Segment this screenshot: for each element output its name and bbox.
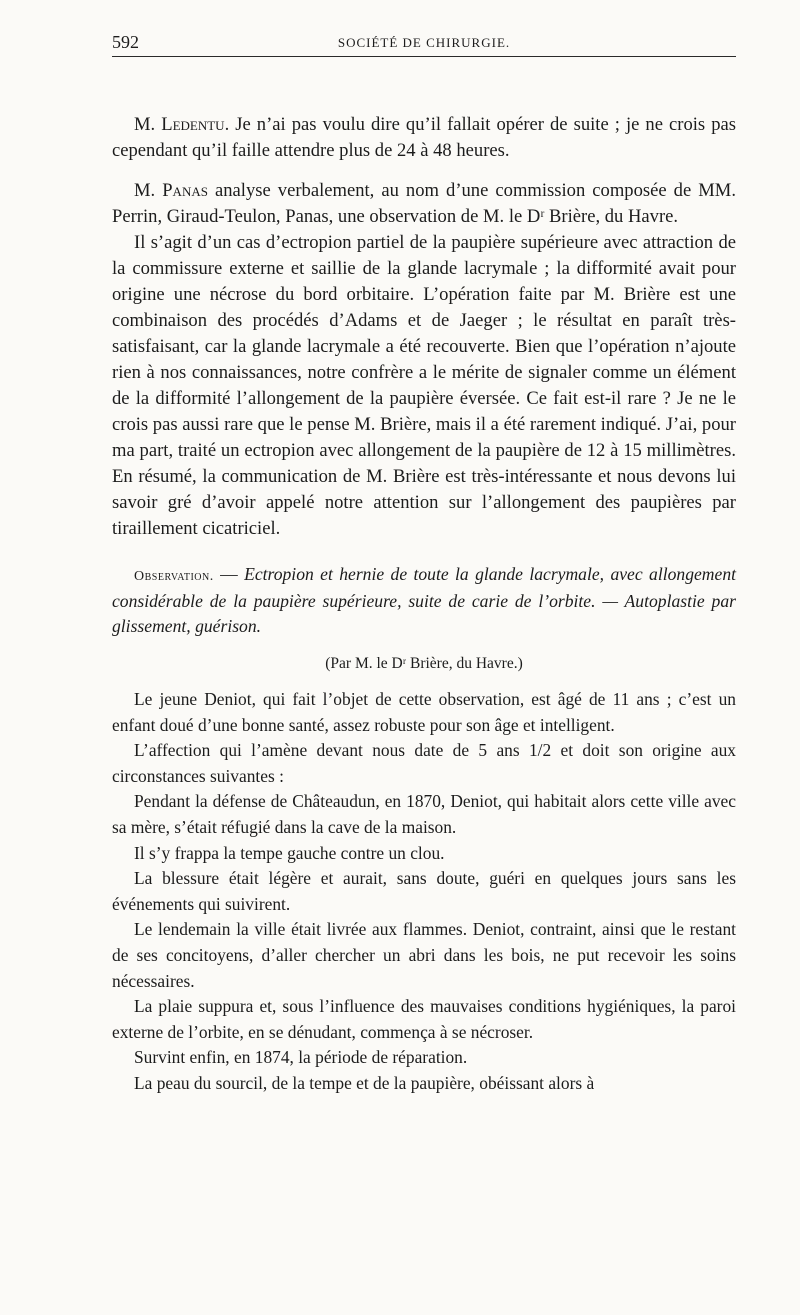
case-paragraph: La peau du sourcil, de la tempe et de la paupière, obéissant alors à [134, 1072, 595, 1093]
page-body [112, 112, 736, 1097]
observation-label: Observation. [134, 569, 214, 584]
paragraph-ledentu [112, 112, 736, 164]
paragraph-text: analyse verbalement, au nom d’une commission composée de MM. Perrin, Giraud-Teulon, Panas, une observation de M. le Dʳ Brière, du Havre. [112, 180, 736, 227]
paragraph-report: Il s’agit d’un cas d’ectropion partiel de la paupière supérieure avec attraction de la commissure externe et saillie de la glande lacrymale ; la difformité avait pour origine une nécrose du bord orbitaire. L’opération faite par M. Brière est une combinaison des procédés d’Adams et de Jaeger ; le résultat en paraît très-satisfaisant, car la glande lacrymale a été recouverte. Bien que l’opération n’ajoute rien à nos connaissances, notre confrère a le mérite de signaler comme un élément de la difformité l’allongement de la paupière éversée. Ce fait est-il rare ? Je ne le crois pas aussi rare que le pense M. Brière, mais il a été rarement indiqué. J’ai, pour ma part, traité un ectropion avec allongement de la paupière de 12 à 15 millimètres. En résumé, la communication de M. Brière est très-intéressante et nous devons lui savoir gré d’avoir appelé notre attention sur l’allongement des paupières par tiraillement cicatriciel. [112, 232, 736, 539]
case-paragraph: Le lendemain la ville était livrée aux flammes. Deniot, contraint, ainsi que le restant de ses concitoyens, d’aller chercher un abri dans les bois, ne put recevoir les soins nécessaires. [112, 919, 736, 991]
document-page [112, 30, 736, 1097]
paragraph-panas [112, 178, 736, 230]
case-paragraph: Il s’y frappa la tempe gauche contre un clou. [134, 842, 445, 863]
case-paragraph: Le jeune Deniot, qui fait l’objet de cette observation, est âgé de 11 ans ; c’est un enfant doué d’une bonne santé, assez robuste pour son âge et intelligent. [112, 689, 736, 735]
observation-byline: (Par M. le Dʳ Brière, du Havre.) [325, 655, 523, 672]
case-text [112, 687, 736, 1097]
case-paragraph: La plaie suppura et, sous l’influence des mauvaises conditions hygiéniques, la paroi externe de l’orbite, en se dénudant, commença à se nécroser. [112, 996, 736, 1042]
observation-heading [112, 562, 736, 639]
page-number: 592 [112, 32, 139, 52]
page-header [112, 30, 736, 57]
paragraph-text: Je n’ai pas voulu dire qu’il fallait opérer de suite ; je ne crois pas cependant qu’il faille attendre plus de 24 à 48 heures. [112, 114, 736, 161]
case-paragraph: La blessure était légère et aurait, sans doute, guéri en quelques jours sans les événements qui suivirent. [112, 868, 736, 914]
observation-title: Ectropion et hernie de toute la glande lacrymale, avec allongement considérable de la paupière supérieure, suite de carie de l’orbite. — Autoplastie par glissement, guérison. [112, 564, 736, 636]
speaker-name: M. Ledentu. [134, 114, 230, 135]
case-paragraph: Pendant la défense de Châteaudun, en 1870, Deniot, qui habitait alors cette ville avec sa mère, s’était réfugié dans la cave de la maison. [112, 791, 736, 837]
speaker-name: M. Panas [134, 180, 208, 201]
case-paragraph: L’affection qui l’amène devant nous date de 5 ans 1/2 et doit son origine aux circonstances suivantes : [112, 740, 736, 786]
running-head: SOCIÉTÉ DE CHIRURGIE. [337, 35, 511, 50]
observation-dash: — [213, 564, 245, 584]
case-paragraph: Survint enfin, en 1874, la période de réparation. [134, 1047, 468, 1068]
